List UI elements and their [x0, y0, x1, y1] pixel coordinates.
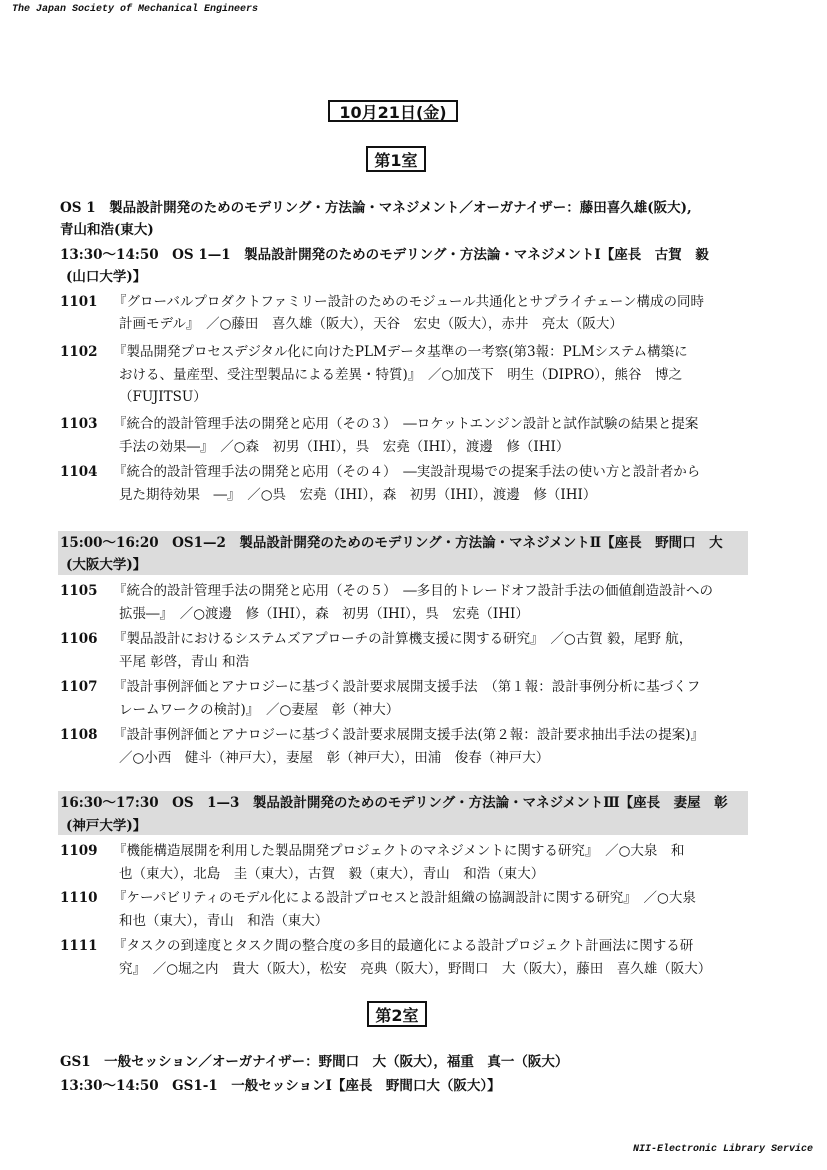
paper-id: 1105 [60, 583, 98, 599]
paper-text: 『設計事例評価とアナロジーに基づく設計要求展開支援手法(第２報：設計要求抽出手法の提案)』 [113, 727, 705, 743]
session-heading: 15:00〜16:20 OS1—2 製品設計開発のためのモデリング・方法論・マネジメントⅡ【座長 野間口 大 [60, 535, 723, 551]
paper-text: 『統合的設計管理手法の開発と応用（その４） ―実設計現場での提案手法の使い方と設計者から [113, 464, 701, 480]
paper-text: おける、量産型、受注型製品による差異・特質)』 ／○加茂下 明生（DIPRO），熊谷 博之 [119, 367, 683, 383]
paper-text: （FUJITSU） [119, 389, 207, 405]
paper-text: 見た期待効果 ―』 ／○呉 宏堯（IHI），森 初男（IHI），渡邊 修（IHI） [119, 487, 597, 503]
paper-id: 1102 [60, 344, 98, 360]
paper-id: 1108 [60, 727, 98, 743]
paper-text: ／○小西 健斗（神戸大），妻屋 彰（神戸大），田浦 俊春（神戸大） [119, 750, 550, 766]
paper-id: 1107 [60, 679, 98, 695]
paper-id: 1104 [60, 464, 98, 480]
paper-id: 1103 [60, 416, 98, 432]
paper-text: 『統合的設計管理手法の開発と応用（その５） ―多目的トレードオフ設計手法の価値創造設計への [113, 583, 713, 599]
session-heading-cont: (大阪大学)】 [66, 557, 147, 573]
paper-text: 和也（東大），青山 和浩（東大） [119, 913, 329, 929]
society-header: The Japan Society of Mechanical Engineers [12, 4, 259, 15]
session-heading: 13:30〜14:50 GS1-1 一般セッションⅠ【座長 野間口大（阪大）】 [60, 1078, 501, 1094]
paper-id: 1110 [60, 890, 98, 906]
os1-organizer-line-cont: 青山和浩(東大) [60, 222, 154, 238]
paper-text: 究』 ／○堀之内 貴大（阪大），松安 亮典（阪大），野間口 大（阪大），藤田 喜久雄（阪大） [119, 961, 712, 977]
paper-id: 1109 [60, 843, 98, 859]
session-heading: 16:30〜17:30 OS 1—3 製品設計開発のためのモデリング・方法論・マネジメントⅢ【座長 妻屋 彰 [60, 795, 728, 811]
paper-id: 1101 [60, 294, 98, 310]
paper-text: 『グローバルプロダクトファミリー設計のためのモジュール共通化とサプライチェーン構成の同時 [113, 294, 705, 310]
os1-organizer-line: OS 1 製品設計開発のためのモデリング・方法論・マネジメント／オーガナイザー：藤田喜久雄(阪大), [60, 200, 692, 216]
paper-text: レームワークの検討)』 ／○妻屋 彰（神大） [119, 702, 400, 718]
paper-id: 1106 [60, 631, 98, 647]
paper-text: 『設計事例評価とアナロジーに基づく設計要求展開支援手法 （第１報：設計事例分析に基づくフ [113, 679, 701, 695]
library-footer: NII-Electronic Library Service [632, 1144, 813, 1155]
session-heading: 13:30〜14:50 OS 1—1 製品設計開発のためのモデリング・方法論・マネジメントⅠ【座長 古賀 毅 [60, 247, 709, 263]
paper-text: 計画モデル』 ／○藤田 喜久雄（阪大），天谷 宏史（阪大），赤井 亮太（阪大） [119, 316, 623, 332]
paper-id: 1111 [60, 938, 98, 954]
paper-text: 『機能構造展開を利用した製品開発プロジェクトのマネジメントに関する研究』 ／○大泉 和 [113, 843, 685, 859]
paper-text: 手法の効果―』 ／○森 初男（IHI），呉 宏堯（IHI），渡邊 修（IHI） [119, 439, 570, 455]
room-2-heading: 第2室 [367, 1001, 427, 1027]
session-heading-cont: (神戸大学)】 [66, 818, 147, 834]
room-1-heading: 第1室 [366, 146, 426, 172]
paper-text: 『タスクの到達度とタスク間の整合度の多目的最適化による設計プロジェクト計画法に関する研 [113, 938, 694, 954]
paper-text: 『統合的設計管理手法の開発と応用（その３） ―ロケットエンジン設計と試作試験の結果と提案 [113, 416, 699, 432]
paper-text: 拡張―』 ／○渡邊 修（IHI），森 初男（IHI），呉 宏堯（IHI） [119, 606, 529, 622]
gs1-organizer-line: GS1 一般セッション／オーガナイザー：野間口 大（阪大），福重 真一（阪大） [60, 1054, 569, 1070]
paper-text: 也（東大），北島 圭（東大），古賀 毅（東大），青山 和浩（東大） [119, 866, 545, 882]
paper-text: 『製品開発プロセスデジタル化に向けたPLMデータ基準の一考察(第3報：PLMシステム構築に [113, 344, 688, 360]
session-heading-cont: (山口大学)】 [66, 269, 147, 285]
date-heading: 10月21日(金) [328, 100, 458, 122]
paper-text: 『製品設計におけるシステムズアプローチの計算機支援に関する研究』 ／○古賀 毅，尾野 航， [113, 631, 693, 647]
paper-text: 『ケーパビリティのモデル化による設計プロセスと設計組織の協調設計に関する研究』 ／○大泉 [113, 890, 696, 906]
paper-text: 平尾 彰啓，青山 和浩 [119, 654, 250, 670]
